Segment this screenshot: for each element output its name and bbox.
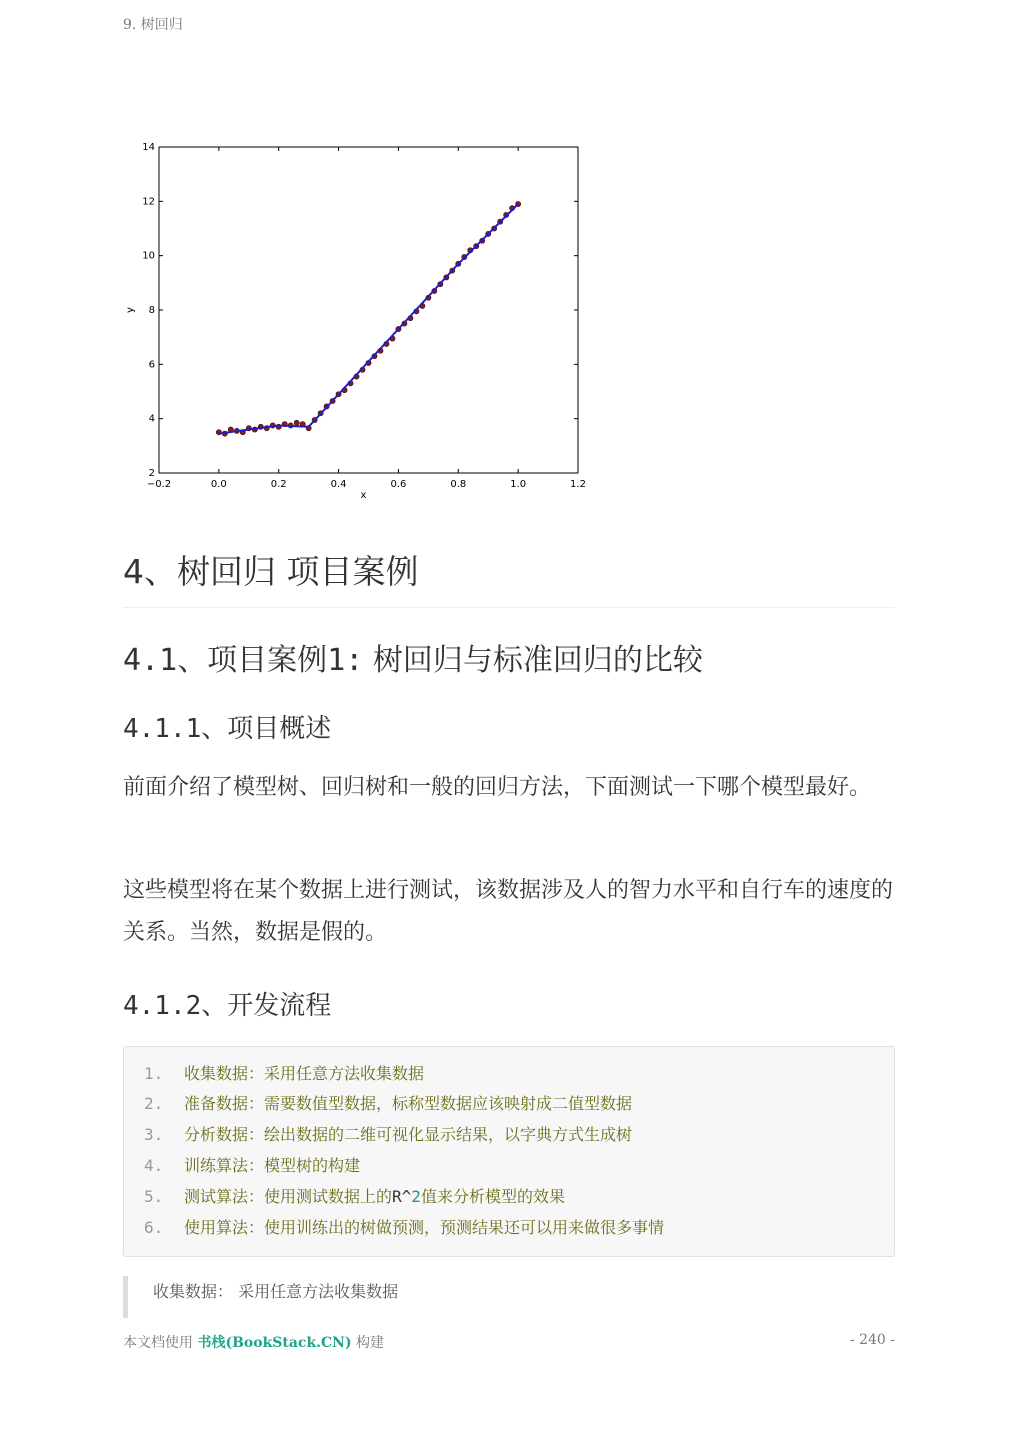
code-text: 收集数据：采用任意方法收集数据 [184,1064,425,1083]
subsection-title-part: 、项目案例 [177,643,328,678]
x-tick-label: 0.0 [210,479,227,490]
plot-frame [159,147,578,473]
code-line [144,1182,565,1212]
y-tick-label: 10 [142,250,155,262]
code-line [144,1120,632,1150]
overview-title: 、项目概述 [201,714,332,744]
x-tick-label: 0.6 [390,479,407,490]
subsection-number: 4.1 [123,643,178,678]
line-number: 2. [144,1094,164,1113]
code-text-part: 值来分析模型的效果 [420,1187,565,1206]
code-text: 训练算法：模型树的构建 [184,1156,361,1175]
y-tick-label: 14 [142,142,155,153]
overview-number: 4.1.1 [123,714,202,744]
y-tick-label: 12 [142,196,155,208]
subsection-heading [123,635,703,679]
subsection-case-number: 1: [327,643,364,678]
x-tick-label: 0.2 [270,479,287,490]
code-line [144,1059,424,1089]
footer-brand-link[interactable]: 书栈(BookStack.CN) [197,1335,352,1351]
data-point [294,420,299,425]
process-heading [123,985,331,1022]
x-tick-label: −0.2 [146,479,172,490]
code-line [144,1213,664,1243]
line-number: 3. [144,1125,164,1144]
page-number: - 240 - [849,1332,895,1348]
code-line [144,1151,360,1181]
blockquote [123,1276,900,1318]
overview-heading [123,708,331,745]
code-text: 分析数据：绘出数据的二维可视化显示结果，以字典方式生成树 [184,1125,633,1144]
process-number: 4.1.2 [123,991,202,1021]
running-header: 9. 树回归 [123,17,183,33]
overview-paragraph-1: 前面介绍了模型树、回归树和一般的回归方法，下面测试一下哪个模型最好。 [123,775,872,800]
footer-prefix: 本文档使用 [123,1335,198,1351]
line-number: 4. [144,1156,164,1175]
y-axis-label: y [125,307,136,313]
x-tick-label: 0.8 [450,479,467,490]
scatter-plot [123,136,593,506]
x-tick-label: 1.2 [570,479,586,490]
x-tick-label: 0.4 [330,479,347,490]
y-tick-label: 6 [148,359,155,371]
code-two: 2 [411,1187,421,1206]
x-tick-label: 1.0 [510,479,527,490]
process-title: 、开发流程 [201,991,332,1021]
y-tick-label: 4 [148,413,155,425]
footer-suffix: 构建 [351,1335,385,1351]
code-text-part: 测试算法：使用测试数据上的 [184,1187,393,1206]
section-heading: 4、树回归 项目案例 [123,546,895,608]
scatter-plot-figure [123,136,593,506]
x-axis-label: x [360,490,367,501]
subsection-title-rest: 树回归与标准回归的比较 [363,643,703,678]
overview-paragraph-2: 这些模型将在某个数据上进行测试，该数据涉及人的智力水平和自行车的速度的关系。当然，数据是假的。 [123,878,894,945]
code-text [184,1187,565,1206]
code-text: 准备数据：需要数值型数据，标称型数据应该映射成二值型数据 [184,1094,633,1113]
code-text: 使用算法：使用训练出的树做预测，预测结果还可以用来做很多事情 [184,1218,665,1237]
line-number: 6. [144,1218,164,1237]
line-number: 1. [144,1064,164,1083]
y-tick-label: 2 [148,468,155,479]
y-tick-label: 8 [148,305,155,316]
footer-credit [123,1332,384,1352]
blockquote-text: 收集数据： 采用任意方法收集数据 [153,1282,399,1301]
code-caret: ^ [401,1187,412,1206]
code-line [144,1089,632,1119]
line-number: 5. [144,1187,164,1206]
code-r: R [392,1187,402,1206]
code-block [123,1046,895,1257]
